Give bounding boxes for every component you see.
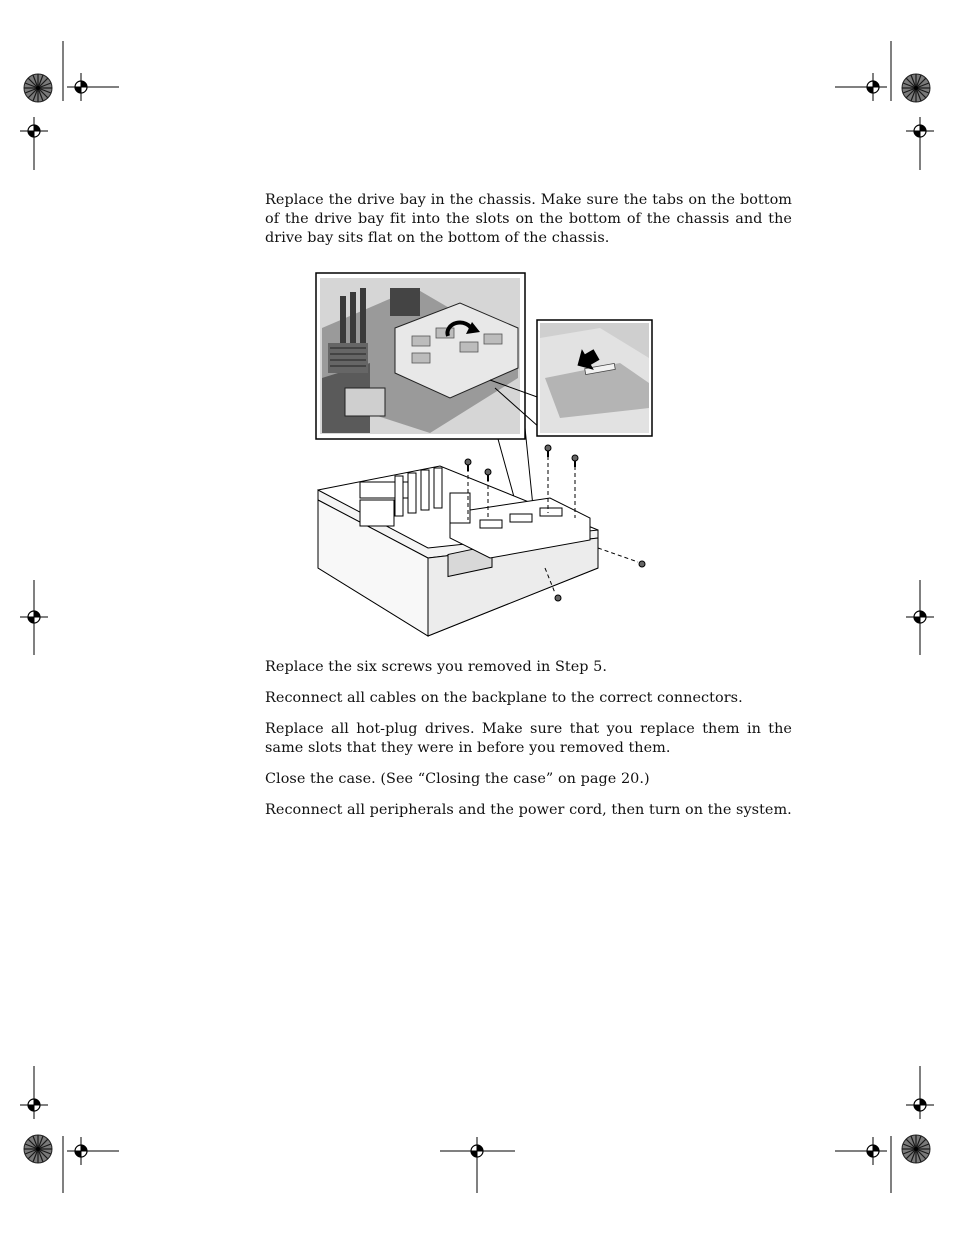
paragraph-replace-hot-plug-drives: Replace all hot-plug drives. Make sure that you replace them in the same slots that they were in before you removed them. xyxy=(265,721,792,757)
screw-4 xyxy=(572,455,578,518)
registration-star-top-left xyxy=(24,74,52,102)
paragraph-replace-screws: Replace the six screws you removed in Step 5. xyxy=(265,659,607,675)
registration-star-bottom-right xyxy=(902,1135,930,1163)
paragraph-reconnect-cables: Reconnect all cables on the backplane to the correct connectors. xyxy=(265,690,743,706)
chassis-drawing xyxy=(318,466,598,636)
registration-star-bottom-left xyxy=(24,1135,52,1163)
paragraph-replace-drive-bay: Replace the drive bay in the chassis. Make sure the tabs on the bottom of the drive bay fit into the slots on the bottom of the chassis and the drive bay sits flat on the bottom of the chassis. xyxy=(265,192,792,247)
screw-5 xyxy=(598,548,645,567)
paragraph-reconnect-peripherals: Reconnect all peripherals and the power cord, then turn on the system. xyxy=(265,802,792,818)
paragraph-close-case: Close the case. (See “Closing the case” on page 20.) xyxy=(265,771,650,787)
drive-bay-illustration xyxy=(300,268,660,640)
registration-star-top-right xyxy=(902,74,930,102)
detail-inset-tab xyxy=(537,320,652,436)
photo-inset-chassis xyxy=(316,273,525,439)
